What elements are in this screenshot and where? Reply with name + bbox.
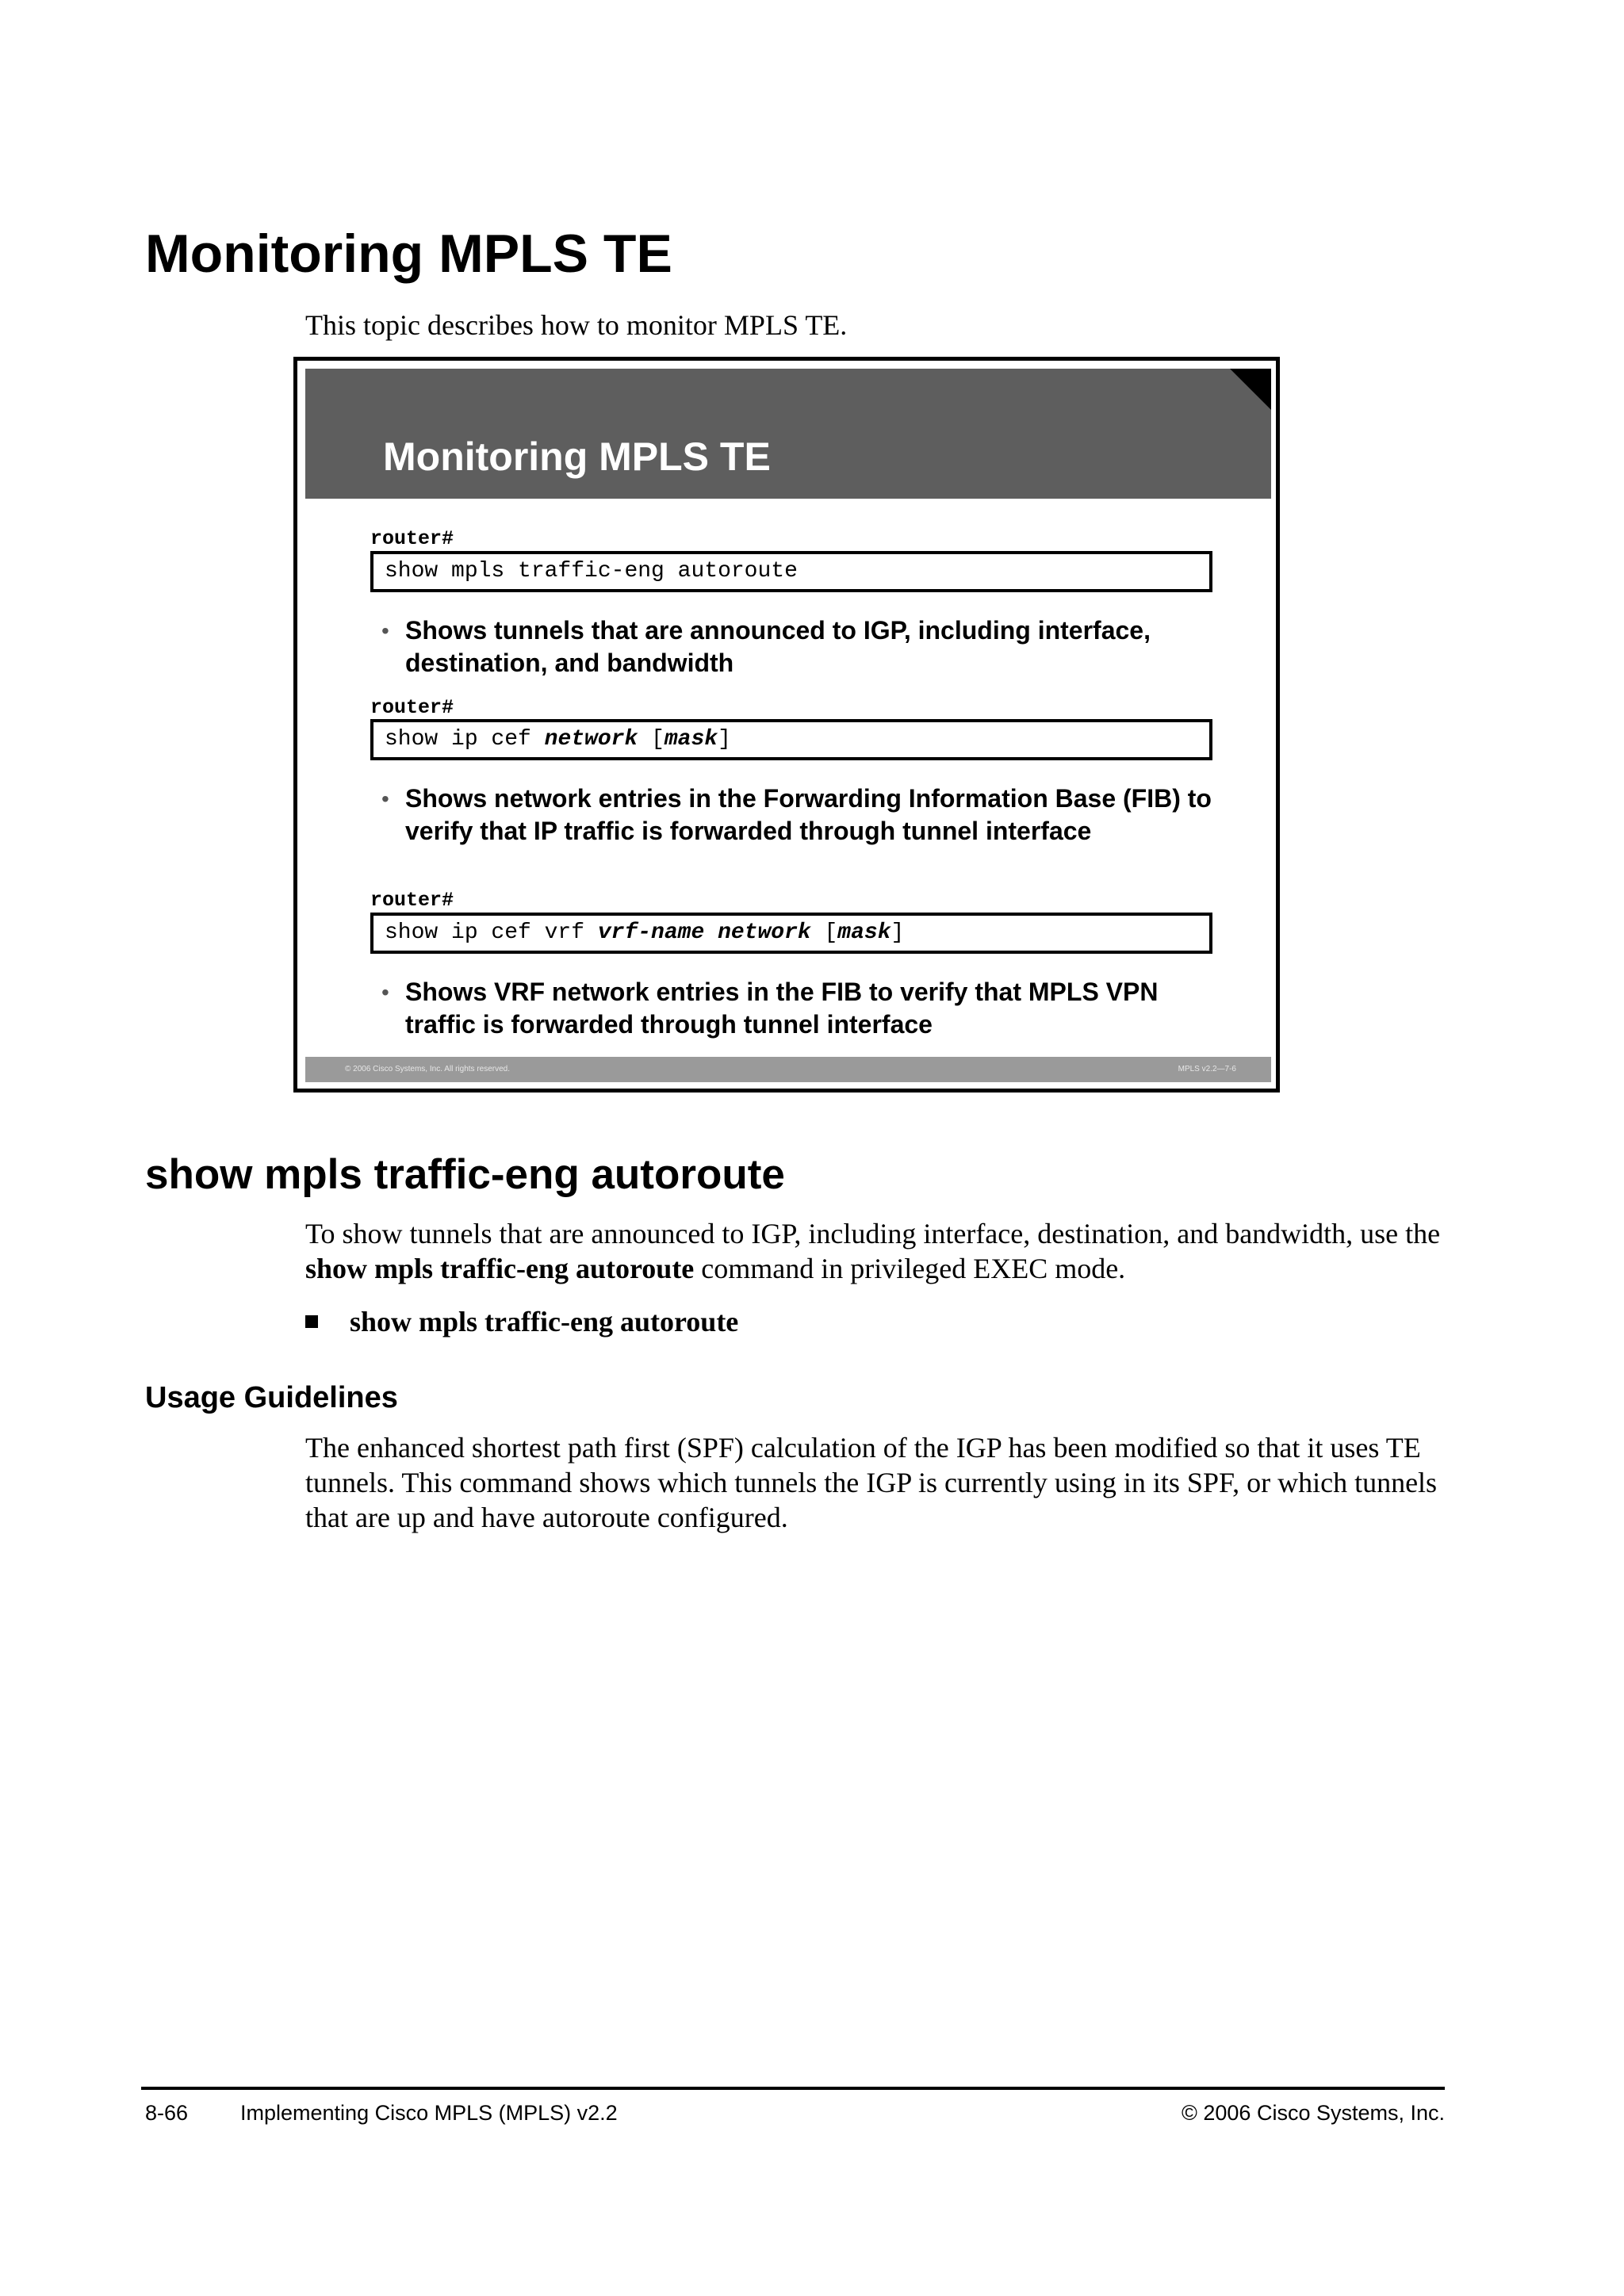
- paragraph-text: To show tunnels that are announced to IGP, including interface, destination, and bandwidth, use the: [305, 1218, 1441, 1249]
- slide-bullet: [381, 614, 1222, 679]
- section-heading: show mpls traffic-eng autoroute: [145, 1151, 785, 1198]
- footer-copyright: © 2006 Cisco Systems, Inc.: [1181, 2101, 1445, 2125]
- slide-code: MPLS v2.2—7-6: [1178, 1065, 1236, 1073]
- command-box: [370, 913, 1212, 954]
- command-box: [370, 551, 1212, 592]
- slide-bullet: [381, 783, 1222, 848]
- command-argument: network: [544, 727, 638, 752]
- command-text: show mpls traffic-eng autoroute: [385, 559, 798, 584]
- footer-rule: [141, 2087, 1445, 2090]
- slide-bullet: [381, 976, 1222, 1041]
- slide-bullet-text: Shows network entries in the Forwarding Information Base (FIB) to verify that IP traffic is forwarded through tunnel interface: [405, 784, 1212, 845]
- command-text: ]: [718, 727, 731, 752]
- bullet-dot-icon: •: [381, 786, 389, 811]
- command-text: show ip cef vrf: [385, 920, 598, 945]
- slide-title-banner: [305, 369, 1271, 499]
- slide-bullet-text: Shows VRF network entries in the FIB to verify that MPLS VPN traffic is forwarded through tunnel interface: [405, 978, 1159, 1039]
- footer-page-number: 8-66: [145, 2101, 189, 2125]
- usage-heading: Usage Guidelines: [145, 1381, 398, 1414]
- page-title: Monitoring MPLS TE: [145, 224, 672, 284]
- section-paragraph: [305, 1216, 1455, 1286]
- intro-text: This topic describes how to monitor MPLS TE.: [305, 309, 848, 341]
- command-argument: mask: [837, 920, 891, 945]
- command-text: [: [810, 920, 838, 945]
- slide-corner-mark: [1230, 369, 1271, 410]
- command-argument: mask: [664, 727, 718, 752]
- command-list-text: show mpls traffic-eng autoroute: [350, 1306, 739, 1337]
- bullet-dot-icon: •: [381, 980, 389, 1004]
- slide-title: Monitoring MPLS TE: [383, 434, 771, 479]
- slide-footer-bar: [305, 1057, 1271, 1082]
- command-text: ]: [891, 920, 905, 945]
- footer-course-title: Implementing Cisco MPLS (MPLS) v2.2: [240, 2101, 618, 2125]
- command-argument: vrf-name network: [597, 920, 811, 945]
- slide-bullet-text: Shows tunnels that are announced to IGP, including interface, destination, and bandwidth: [405, 616, 1151, 677]
- paragraph-command: show mpls traffic-eng autoroute: [305, 1253, 695, 1284]
- command-list-item: [305, 1304, 738, 1339]
- paragraph-text: command in privileged EXEC mode.: [694, 1253, 1126, 1284]
- command-text: [: [638, 727, 665, 752]
- router-prompt: router#: [370, 889, 454, 912]
- router-prompt: router#: [370, 527, 454, 550]
- square-bullet-icon: [305, 1315, 318, 1328]
- bullet-dot-icon: •: [381, 618, 389, 643]
- slide-figure: [293, 357, 1280, 1093]
- slide-copyright: © 2006 Cisco Systems, Inc. All rights reserved.: [345, 1065, 511, 1073]
- usage-paragraph: The enhanced shortest path first (SPF) calculation of the IGP has been modified so that it uses TE tunnels. This command shows which tunnels the IGP is currently using in its SPF, or which tunnels that are up and have autoroute configured.: [305, 1432, 1438, 1533]
- command-box: [370, 719, 1212, 760]
- command-text: show ip cef: [385, 727, 545, 752]
- router-prompt: router#: [370, 696, 454, 719]
